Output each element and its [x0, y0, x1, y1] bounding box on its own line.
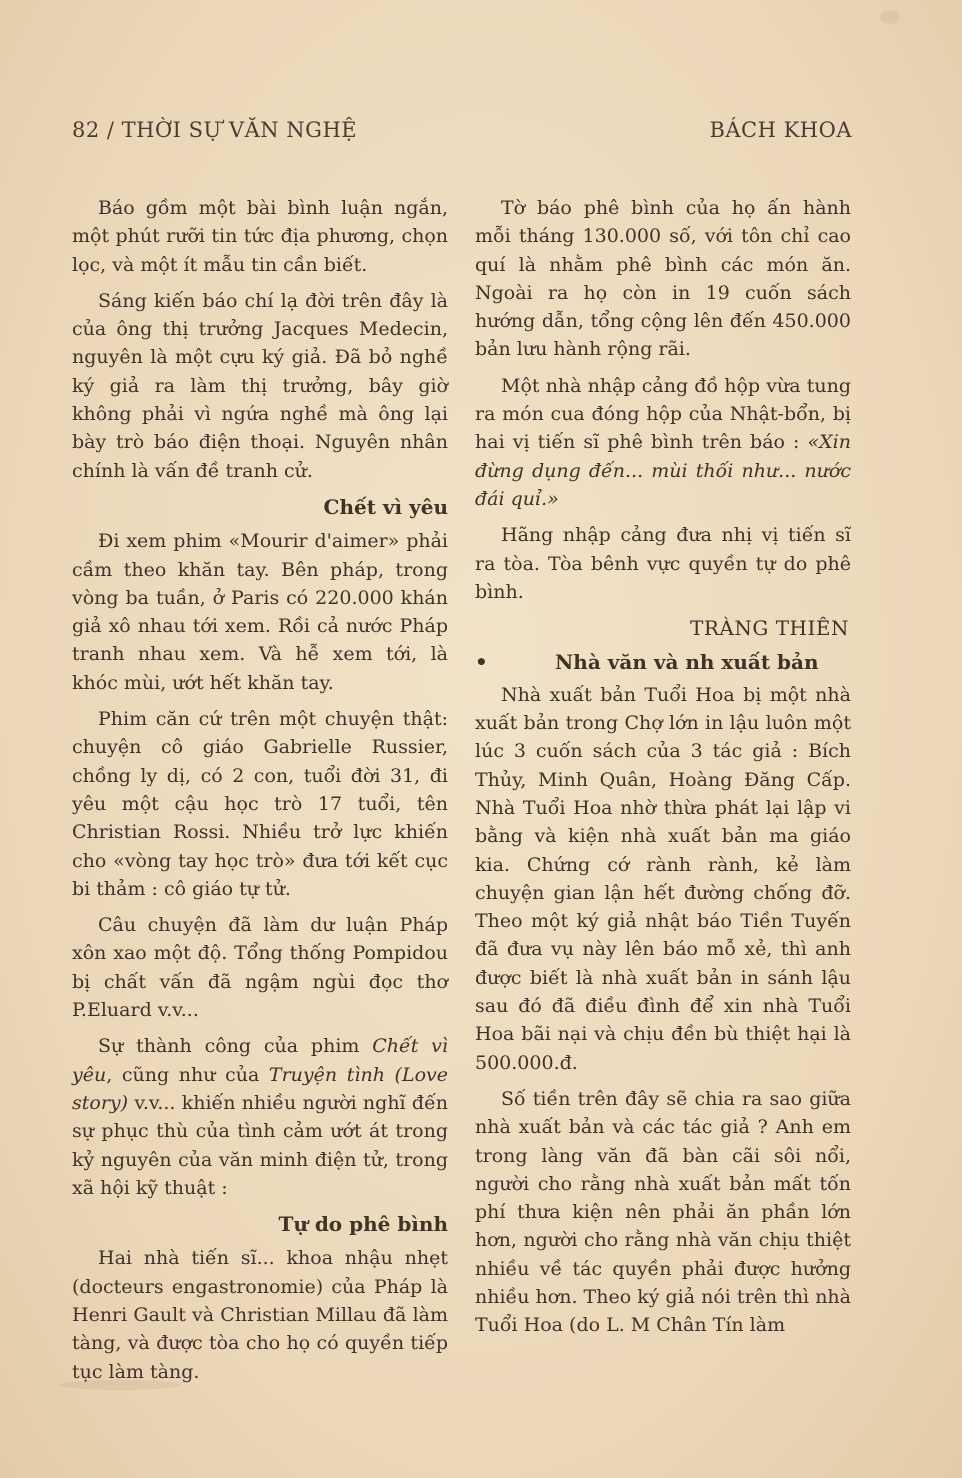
paragraph-text: , cũng như của: [106, 1063, 269, 1086]
page-header: [72, 118, 852, 150]
paragraph-text: v.v... khiến nhiều người nghĩ đến sự phục thù của tình cảm ướt át trong kỷ nguyên của văn minh điện tử, trong xã hội kỹ thuật :: [72, 1091, 448, 1199]
paragraph: Số tiền trên đây sẽ chia ra sao giữa nhà xuất bản và các tác giả ? Anh em trong làng văn đã bàn cãi sôi nổi, người cho rằng nhà xuất bản mất tốn phí thưa kiện nên phải ăn phần lớn hơn, người cho rằng nhà văn chịu thiệt nhiều về tác quyền phải được hưởng nhiều hơn. Theo ký giả nói trên thì nhà Tuổi Hoa (do L. M Chân Tín làm: [475, 1087, 851, 1337]
paragraph: Hãng nhập cảng đưa nhị vị tiến sĩ ra tòa. Tòa bênh vực quyền tự do phê bình.: [475, 524, 851, 603]
paragraph: Phim căn cứ trên một chuyện thật: chuyện cô giáo Gabrielle Russier, chồng ly dị, có 2 con, tuổi đời 31, đi yêu một cậu học trò 17 tuổi, tên Christian Rossi. Nhiều trở lực khiến cho «vòng tay học trò» đưa tới kết cục bi thảm : cô giáo tự tử.: [72, 708, 448, 900]
paragraph: Đi xem phim «Mourir d'aimer» phải cầm theo khăn tay. Bên pháp, trong vòng ba tuần, ở Paris có 220.000 khán giả xô nhau tới xem. Rồi cả nước Pháp tranh nhau xem. Và hễ xem tới, là khóc mùi, ướt hết khăn tay.: [72, 530, 448, 694]
author-signature: TRÀNG THIÊN: [690, 616, 849, 641]
paragraph: [72, 1032, 448, 1202]
paragraph: Hai nhà tiến sĩ... khoa nhậu nhẹt (docteurs engastronomie) của Pháp là Henri Gault và Christian Millau đã làm tàng, và được tòa cho họ có quyền tiếp tục làm tàng.: [72, 1247, 448, 1383]
italic-text: Truyện tình (Love story): [72, 1063, 448, 1114]
magazine-title: BÁCH KHOA: [709, 118, 852, 142]
paragraph-text: Một nhà nhập cảng đồ hộp vừa tung ra món cua đóng hộp của Nhật-bổn, bị hai vị tiến sĩ phê bình trên báo :: [475, 374, 851, 454]
section-heading: [475, 648, 851, 676]
page-number-section-title: 82 / THỜI SỰ VĂN NGHỆ: [72, 118, 358, 142]
paper-stain: [880, 10, 900, 24]
paragraph: Câu chuyện đã làm dư luận Pháp xôn xao một độ. Tổng thống Pompidou bị chất vấn đã ngậm ngùi đọc thơ P.Eluard v.v...: [72, 914, 448, 1022]
section-subheading: Chết vì yêu: [323, 494, 448, 519]
paragraph: Tờ báo phê bình của họ ấn hành mỗi tháng 130.000 số, với tôn chỉ cao quí là nhằm phê bình các món ăn. Ngoài ra họ còn in 19 cuốn sách hướng dẫn, tổng cộng lên đến 450.000 bản lưu hành rộng rãi.: [475, 197, 851, 361]
paragraph-text: Sự thành công của phim: [98, 1035, 373, 1058]
section-heading-text: Nhà văn và nh xuất bản: [555, 650, 819, 675]
section-subheading: Tự do phê bình: [278, 1212, 448, 1237]
left-column: [72, 194, 448, 1394]
right-column: [475, 194, 851, 1348]
paragraph: [475, 372, 851, 513]
paragraph: Sáng kiến báo chí lạ đời trên đây là của ông thị trưởng Jacques Medecin, nguyên là một cựu ký giả. Đã bỏ nghề ký giả ra làm thị trưởng, bây giờ không phải vì ngứa nghề mà ông lại bày trò báo điện thoại. Nguyên nhân chính là vấn đề tranh cử.: [72, 289, 448, 482]
paragraph: Nhà xuất bản Tuổi Hoa bị một nhà xuất bản trong Chợ lớn in lậu luôn một lúc 3 cuốn sách của 3 tác giả : Bích Thủy, Minh Quân, Hoàng Đăng Cấp. Nhà Tuổi Hoa nhờ thừa phát lại lập vi bằng và kiện nhà xuất bản ma giáo kia. Chứng cớ rành rành, kẻ làm chuyện gian lận hết đường chống đỡ. Theo một ký giả nhật báo Tiền Tuyến đã đưa vụ này lên báo mỗ xẻ, thì anh được biết là nhà xuất bản in sánh lậu sau đó đã điều đình để xin nhà Tuổi Hoa bãi nại và chịu đền bù thiệt hại là 500.000.đ.: [475, 683, 851, 1074]
bullet-icon: •: [475, 650, 488, 675]
italic-text: Chết vì yêu: [72, 1035, 448, 1086]
paragraph: Báo gồm một bài bình luận ngắn, một phút rưỡi tin tức địa phương, chọn lọc, và một ít mẫu tin cần biết.: [72, 197, 448, 276]
italic-text: «Xin đừng dụng đến... mùi thối như... nước đái quỉ.»: [475, 431, 851, 510]
